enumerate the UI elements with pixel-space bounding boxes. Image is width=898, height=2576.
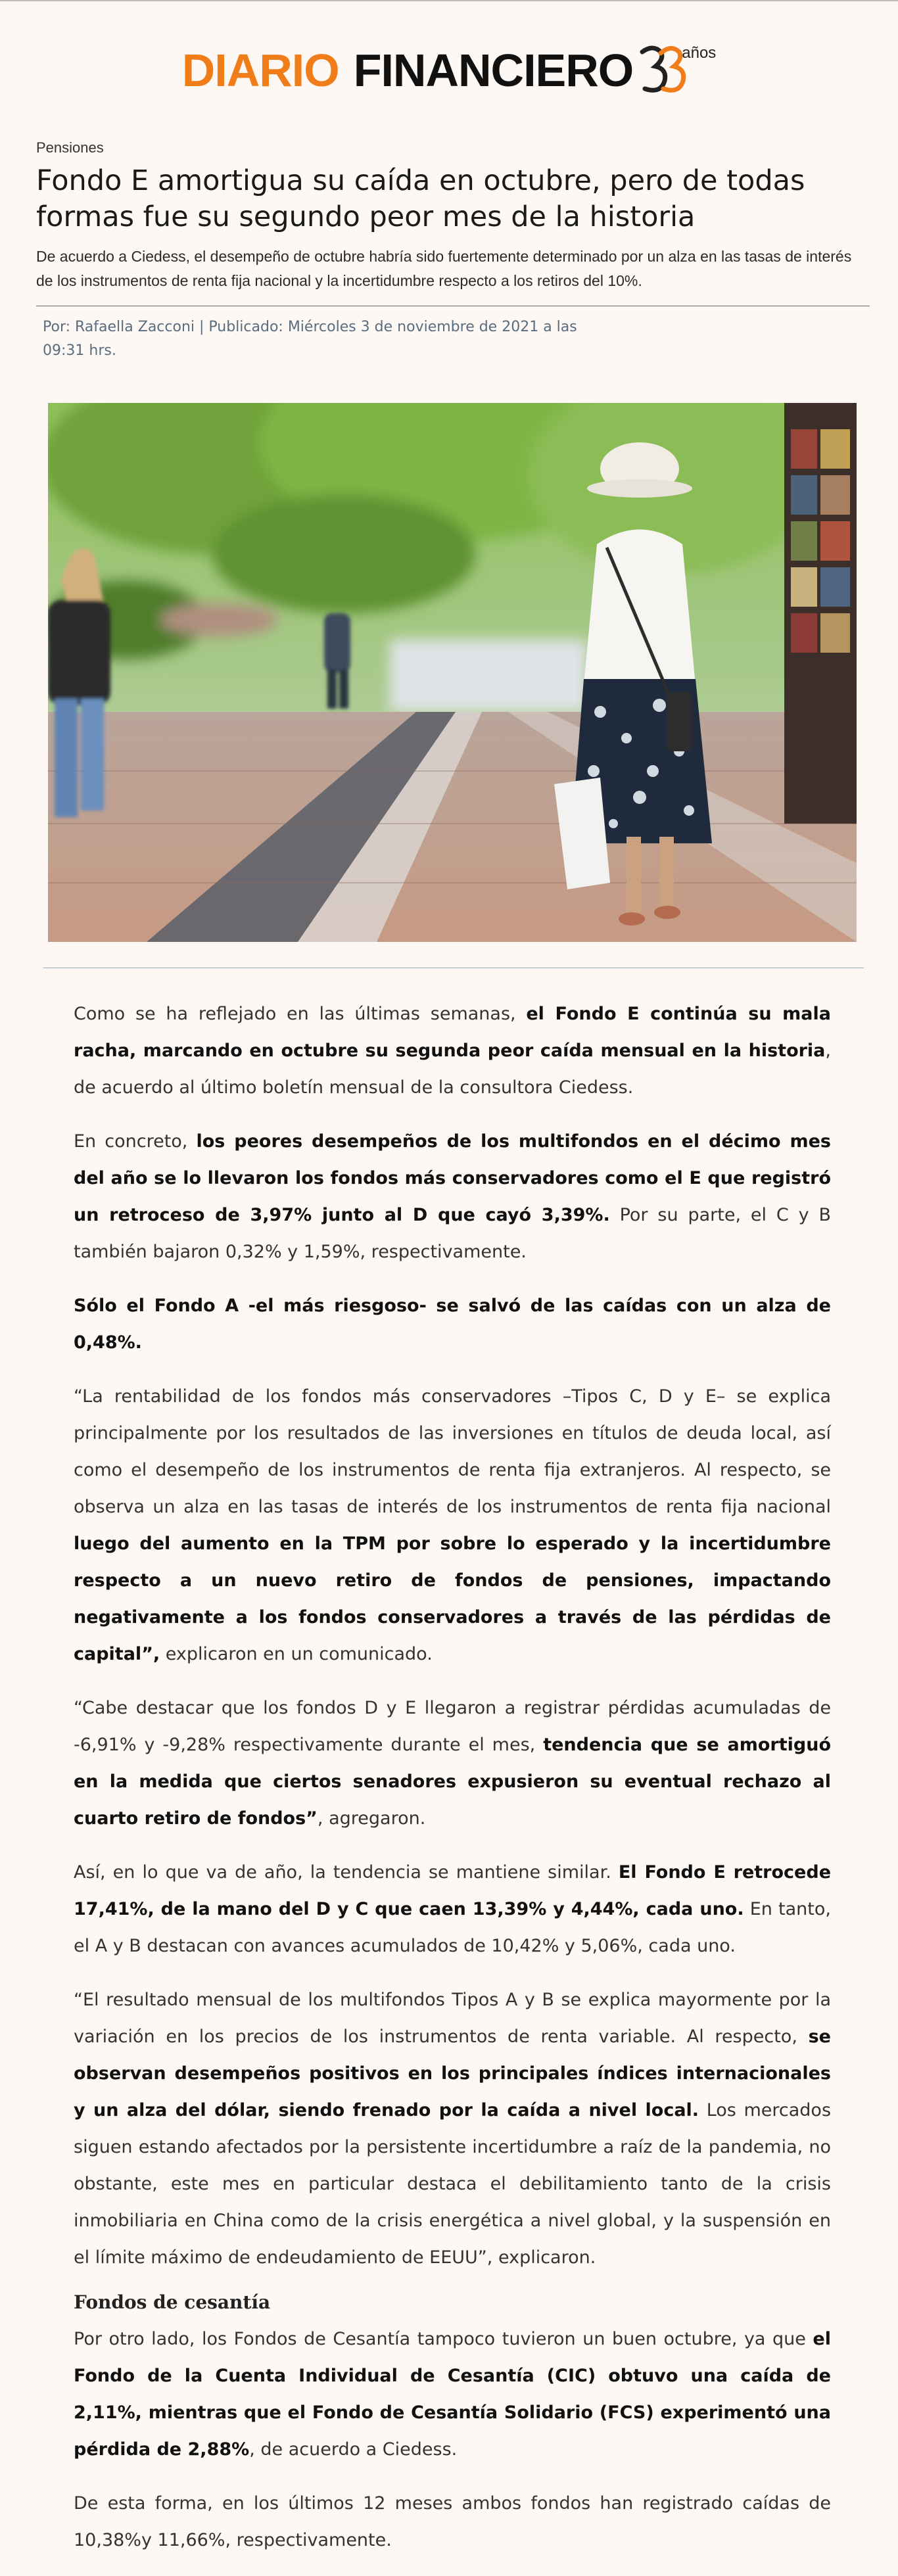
anniversary-badge [638, 43, 716, 98]
bold-text-run: el Fondo de la Cuenta Individual de Cesantía (CIC) obtuvo una caída de 2,11%, mientras que el Fondo de Cesantía Solidario (FCS) experimentó una pérdida de 2,88% [74, 2329, 831, 2460]
article-title: Fondo E amortigua su caída en octubre, pero de todas formas fue su segundo peor mes de la historia [36, 164, 805, 234]
site-logo[interactable] [182, 43, 717, 98]
text-run: “El resultado mensual de los multifondos Tipos A y B se explica mayormente por la variación en los precios de los instrumentos de renta variable. Al respecto, [74, 1990, 831, 2047]
anniversary-anos-label: años [682, 44, 717, 62]
bold-text-run: se observan desempeños positivos en los principales índices internacionales y un alza del dólar, siendo frenado por la caída a nivel local. [74, 2026, 831, 2120]
article-byline: Por: Rafaella Zacconi | Publicado: Miércoles 3 de noviembre de 2021 a las 09:31 hrs. [43, 318, 577, 359]
text-run: En concreto, [74, 1131, 197, 1152]
logo-word-financiero: FINANCIERO [353, 45, 634, 96]
logo-word-diario: DIARIO [181, 45, 339, 96]
section-heading: Fondos de cesantía [74, 2291, 271, 2313]
article-paragraph [74, 1982, 831, 2276]
article-paragraph [74, 1690, 831, 1837]
bold-text-run: El Fondo E retrocede 17,41%, de la mano del D y C que caen 13,39% y 4,44%, cada uno. [74, 1862, 832, 1919]
article-body [74, 996, 831, 2576]
text-run: Por su parte, el C y B también bajaron 0,32% y 1,59%, respectivamente. [74, 1205, 832, 1262]
article-paragraph [74, 1378, 831, 1673]
text-run: En tanto, el A y B destacan con avances acumulados de 10,42% y 5,06%, cada uno. [74, 1899, 831, 1956]
text-run: , agregaron. [317, 1808, 426, 1829]
bold-text-run: luego del aumento en la TPM por sobre lo esperado y la incertidumbre respecto a un nuevo retiro de fondos de pensiones, impactando negativamente a los fondos conservadores a través de las pérdidas de capital”, [74, 1534, 831, 1664]
article-paragraph [74, 996, 831, 1106]
article-paragraph [74, 2321, 831, 2468]
article-paragraph [74, 1288, 831, 1361]
bold-text-run: Sólo el Fondo A -el más riesgoso- se salvó de las caídas con un alza de 0,48%. [74, 1296, 831, 1353]
article-header [36, 139, 870, 363]
text-run: “La rentabilidad de los fondos más conservadores –Tipos C, D y E– se explica principalmente por los resultados de las inversiones en títulos de deuda local, así como el desempeño de los instrumentos de renta fija extranjeros. Al respecto, se observa un alza en las tasas de interés de los instrumentos de renta fija nacional [74, 1386, 831, 1517]
text-run: , de acuerdo a Ciedess. [249, 2439, 458, 2460]
bold-text-run: los peores desempeños de los multifondos en el décimo mes del año se lo llevaron los fondos más conservadores como el E que registró un retroceso de 3,97% junto al D que cayó 3,39%. [74, 1131, 831, 1225]
text-run: , de acuerdo al último boletín mensual de la consultora Ciedess. [74, 1041, 831, 1098]
text-run: Los mercados siguen estando afectados por la persistente incertidumbre a raíz de la pandemia, no obstante, este mes en particular destaca el debilitamiento tanto de la crisis inmobiliaria en China como de la crisis energética a nivel global, y la suspensión en el límite máximo de endeudamiento de EEUU”, explicaron. [74, 2100, 832, 2268]
site-header [0, 1, 898, 139]
text-run: explicaron en un comunicado. [160, 1644, 433, 1664]
bold-text-run: tendencia que se amortiguó en la medida que ciertos senadores expusieron su eventual rechazo al cuarto retiro de fondos” [74, 1735, 832, 1829]
text-run: Así, en lo que va de año, la tendencia se mantiene similar. [74, 1862, 619, 1883]
text-run: Como se ha reflejado en las últimas semanas, [74, 1004, 527, 1024]
text-run: De esta forma, en los últimos 12 meses ambos fondos han registrado caídas de 10,38%y 11,66%, respectivamente. [74, 2493, 831, 2550]
article-subtitle: De acuerdo a Ciedess, el desempeño de octubre habría sido fuertemente determinado por un alza en las tasas de interés de los instrumentos de renta fija nacional y la incertidumbre respecto a los retiros del 10%. [36, 248, 852, 290]
bold-text-run: el Fondo E continúa su mala racha, marcando en octubre su segunda peor caída mensual en la historia [74, 1004, 831, 1061]
article-paragraph [74, 2485, 831, 2559]
article-paragraph [74, 1854, 831, 1965]
article-category[interactable]: Pensiones [36, 139, 104, 156]
text-run: Por otro lado, los Fondos de Cesantía tampoco tuvieron un buen octubre, ya que [74, 2329, 813, 2349]
text-run: “Cabe destacar que los fondos D y E llegaron a registrar pérdidas acumuladas de -6,91% y -9,28% respectivamente durante el mes, [74, 1698, 831, 1755]
street-scene-image [48, 403, 857, 942]
anniversary-33-graphic [638, 43, 687, 98]
article-photo [48, 403, 857, 942]
article-paragraph [74, 1123, 831, 1271]
